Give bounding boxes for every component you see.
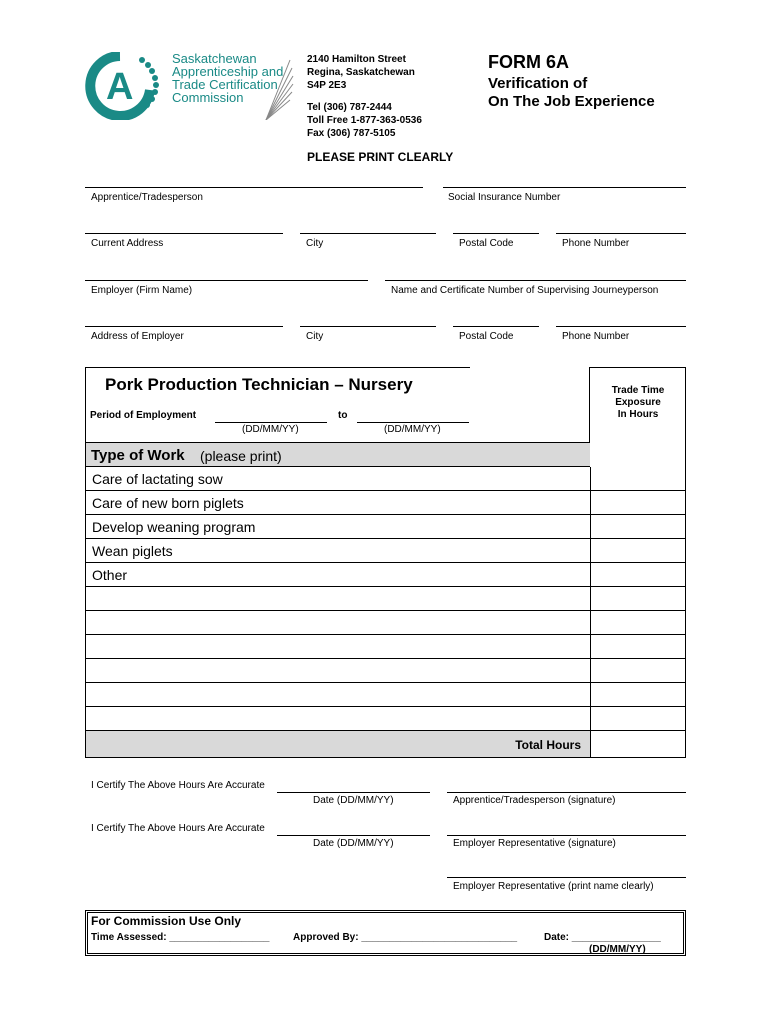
work-row[interactable] bbox=[85, 683, 686, 707]
work-row[interactable] bbox=[85, 611, 686, 635]
journeyperson-field[interactable]: Name and Certificate Number of Supervising Journeyperson bbox=[391, 285, 659, 296]
office-contacts: Tel (306) 787-2444 Toll Free 1-877-363-0536 Fax (306) 787-5105 bbox=[307, 102, 422, 139]
employer-signature-label: Employer Representative (signature) bbox=[453, 838, 616, 849]
logo-sun-rays-icon bbox=[264, 56, 294, 120]
postal-code-field[interactable]: Postal Code bbox=[459, 238, 514, 249]
office-address: 2140 Hamilton Street Regina, Saskatchewan S4P 2E3 bbox=[307, 54, 415, 91]
employer-print-name-input[interactable] bbox=[447, 863, 686, 877]
logo bbox=[84, 52, 284, 122]
employer-signature-input[interactable] bbox=[447, 821, 686, 835]
apprentice-signature-label: Apprentice/Tradesperson (signature) bbox=[453, 795, 616, 806]
work-row[interactable]: Other bbox=[85, 563, 686, 587]
apprentice-field[interactable]: Apprentice/Tradesperson bbox=[91, 192, 203, 203]
work-row[interactable]: Care of lactating sow bbox=[85, 467, 686, 491]
certify-statement-1: I Certify The Above Hours Are Accurate bbox=[91, 780, 265, 791]
phone2-field[interactable]: Phone Number bbox=[562, 331, 630, 342]
certify-date-2-input[interactable] bbox=[277, 821, 430, 835]
work-row[interactable]: Wean piglets bbox=[85, 539, 686, 563]
print-notice: PLEASE PRINT CLEARLY bbox=[307, 150, 454, 164]
work-row[interactable] bbox=[85, 659, 686, 683]
postal-code2-field[interactable]: Postal Code bbox=[459, 331, 514, 342]
current-address-field[interactable]: Current Address bbox=[91, 238, 164, 249]
certify-statement-2: I Certify The Above Hours Are Accurate bbox=[91, 823, 265, 834]
city-field[interactable]: City bbox=[306, 238, 324, 249]
form-title-line2: On The Job Experience bbox=[488, 93, 655, 110]
phone-field[interactable]: Phone Number bbox=[562, 238, 630, 249]
employer-address-field[interactable]: Address of Employer bbox=[91, 331, 184, 342]
logo-letter: A bbox=[106, 66, 134, 108]
period-from-input[interactable] bbox=[215, 408, 327, 422]
sin-field[interactable]: Social Insurance Number bbox=[448, 192, 561, 203]
work-row[interactable]: Care of new born piglets bbox=[85, 491, 686, 515]
approved-by: Approved By: ____________________________ bbox=[293, 932, 518, 943]
work-row[interactable] bbox=[85, 707, 686, 731]
total-hours-label: Total Hours bbox=[515, 738, 581, 752]
work-row[interactable]: Develop weaning program bbox=[85, 515, 686, 539]
period-to-input[interactable] bbox=[357, 408, 469, 422]
date-format-to: (DD/MM/YY) bbox=[384, 424, 441, 435]
commission-date: Date: ________________ bbox=[544, 932, 661, 943]
form-title-line1: Verification of bbox=[488, 75, 588, 92]
apprentice-signature-input[interactable] bbox=[447, 778, 686, 792]
to-label: to bbox=[338, 410, 348, 421]
employer-field[interactable]: Employer (Firm Name) bbox=[91, 285, 193, 296]
trade-title: Pork Production Technician – Nursery bbox=[105, 375, 413, 394]
city2-field[interactable]: City bbox=[306, 331, 324, 342]
certify-date-1-label: Date (DD/MM/YY) bbox=[313, 795, 394, 806]
type-of-work-header: Type of Work (please print) bbox=[85, 442, 590, 467]
work-row[interactable] bbox=[85, 635, 686, 659]
certify-date-2-label: Date (DD/MM/YY) bbox=[313, 838, 394, 849]
work-row[interactable] bbox=[85, 587, 686, 611]
logo-text: Saskatchewan Apprenticeship and Trade Certification Commission bbox=[172, 51, 284, 105]
commission-title: For Commission Use Only bbox=[91, 914, 242, 928]
time-assessed: Time Assessed: __________________ bbox=[91, 932, 270, 943]
form-number: FORM 6A bbox=[488, 52, 569, 72]
trade-time-header: Trade Time Exposure In Hours bbox=[611, 385, 665, 420]
date-format-from: (DD/MM/YY) bbox=[242, 424, 299, 435]
certify-date-1-input[interactable] bbox=[277, 778, 430, 792]
commission-use-box bbox=[85, 910, 686, 956]
period-label: Period of Employment bbox=[90, 410, 197, 421]
commission-date-format: (DD/MM/YY) bbox=[589, 944, 646, 955]
employer-print-name-label: Employer Representative (print name clearly) bbox=[453, 881, 654, 892]
total-hours-input[interactable] bbox=[590, 732, 685, 757]
